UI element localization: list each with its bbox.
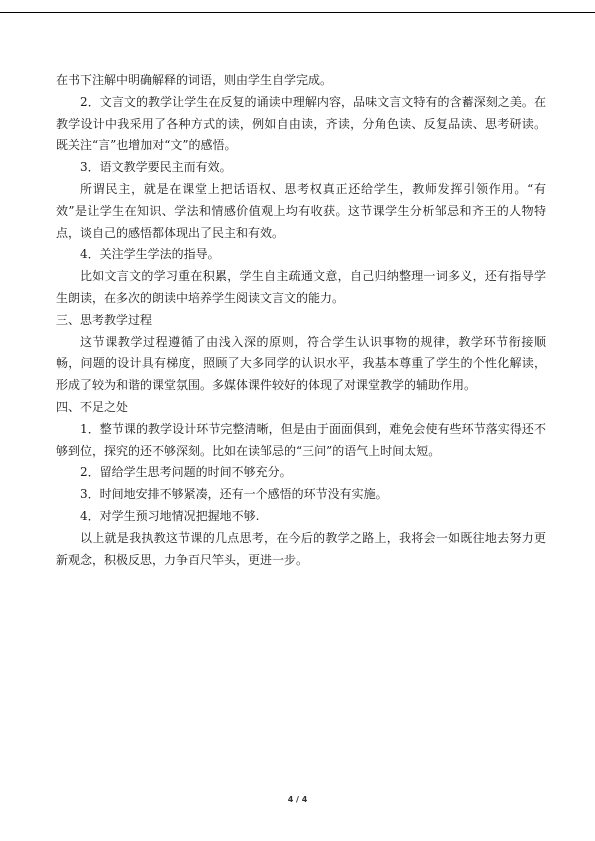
paragraph-6: 比如文言文的学习重在积累，学生自主疏通文意，自己归纳整理一词多义，还有指导学生朗读，在多次的朗读中培养学生阅读文言文的能力。	[56, 269, 546, 305]
paragraph-5: 4．关注学生学法的指导。	[80, 247, 220, 262]
paragraph-4: 所谓民主，就是在课堂上把话语权、思考权真正还给学生，教师发挥引领作用。“有效”是让学生在知识、学法和情感价值观上均有收获。这节课学生分析邹忌和齐王的人物特点，谈自己的感悟都体现出了民主和有效。	[56, 181, 546, 240]
paragraph-9: 2．留给学生思考问题的时间不够充分。	[80, 465, 292, 480]
header-rule	[0, 12, 595, 13]
paragraph-12: 以上就是我执教这节课的几点思考，在今后的教学之路上，我将会一如既往地去努力更新观念，积极反思，力争百尺竿头，更进一步。	[56, 530, 546, 567]
paragraph-10: 3．时间地安排不够紧凑，还有一个感悟的环节没有实施。	[80, 487, 388, 502]
paragraph-1: 在书下注解中明确解释的词语，则由学生自学完成。	[56, 73, 333, 87]
paragraph-7: 这节课教学过程遵循了由浅入深的原则，符合学生认识事物的规律，教学环节衔接顺畅，问题的设计具有梯度，照顾了大多同学的认识水平，我基本尊重了学生的个性化解读，形成了较为和谐的课堂氛围。多媒体课件较好的体现了对课堂教学的辅助作用。	[56, 334, 546, 393]
paragraph-11: 4．对学生预习地情况把握地不够.	[80, 508, 260, 523]
paragraph-3: 3．语文教学要民主而有效。	[80, 160, 232, 175]
page-number: 4 / 4	[287, 795, 308, 804]
section-heading-3: 三、思考教学过程	[56, 312, 153, 327]
paragraph-8: 1．整节课的教学设计环节完整清晰，但是由于面面俱到，难免会使有些环节落实得还不够到位，探究的还不够深刻。比如在读邹忌的“三问”的语气上时间太短。	[56, 421, 546, 458]
document-body	[56, 70, 546, 571]
section-heading-4: 四、不足之处	[56, 399, 129, 414]
paragraph-2: 2．文言文的教学让学生在反复的诵读中理解内容，品味文言文特有的含蓄深刻之美。在教学设计中我采用了各种方式的读，例如自由读，齐读，分角色读、反复品读、思考研读。既关注“言”也增加对“文”的感悟。	[56, 94, 546, 153]
